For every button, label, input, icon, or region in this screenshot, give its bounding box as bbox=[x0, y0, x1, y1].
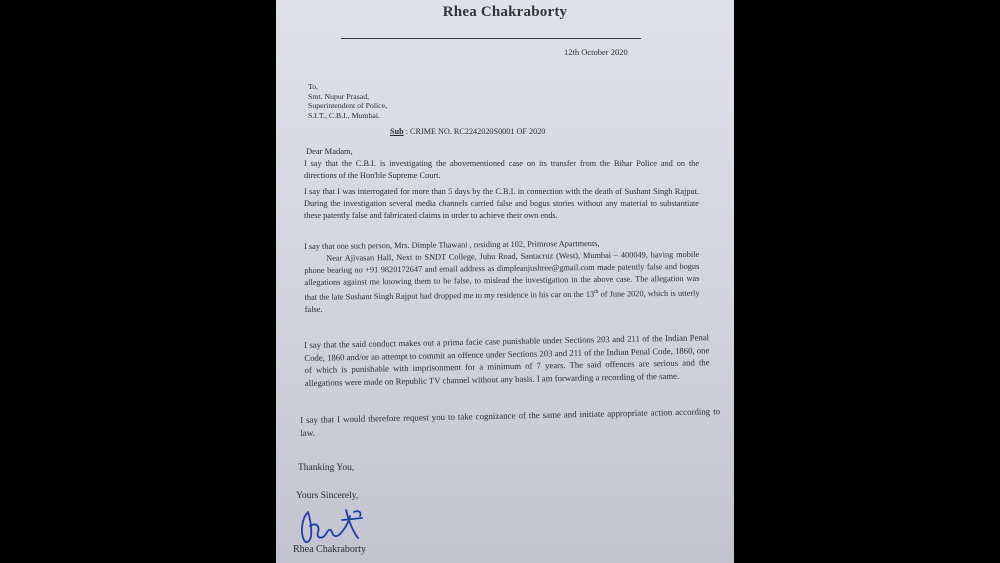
recipient-address bbox=[308, 82, 387, 120]
paragraph-3-allegation: made patently false and bogus allegations against me knowing them to be false, to mislead the investigation in the above case. The allegation was that the late Sushant Singh Rajput had dropped me to my residence in his car on the 13 bbox=[304, 261, 700, 302]
paragraph-3-intro: I say that one such person, Mrs. Dimple Thawani , residing at 102, Primrose Apartments, bbox=[304, 238, 600, 251]
subject-label: Sub bbox=[390, 127, 404, 136]
salutation: Dear Madam, bbox=[306, 146, 353, 156]
recipient-line: Smt. Nupur Prasad, bbox=[308, 91, 370, 101]
paragraph-3-address: Near Ajivasan Hall, Next to SNDT College, Juhu Road, Santacruz (West), Mumbai – 400049, having mobile phone bearing no +91 9820172647 and email address as bbox=[304, 249, 700, 275]
recipient-line: S.I.T., C.B.I., Mumbai. bbox=[308, 110, 380, 120]
letter-date: 12th October 2020 bbox=[564, 47, 628, 57]
paragraph-5: I say that I would therefore request you to take cognizance of the same and initiate appropriate action according to law. bbox=[300, 406, 721, 438]
paragraph-2: I say that I was interrogated for more than 5 days by the C.B.I. in connection with the death of Sushant Singh Rajput. During the investigation several media channels carried false and bogus stories without any material to substantiate these patently false and fabricated claims in order to achieve their own ends. bbox=[304, 187, 699, 220]
paragraph-4: I say that the said conduct makes out a prima facie case punishable under Sections 203 and 211 of the Indian Penal Code, 1860 and/or an attempt to commit an offence under Sections 203 and 211 of the Indian Penal Code, 1860, one of which is punishable with imprisonment for a minimum of 7 years. The said offences are serious and the allegations were made on Republic TV channel without any basis. I am forwarding a recording of the same. bbox=[304, 332, 710, 388]
signer-name: Rhea Chakraborty bbox=[293, 544, 367, 555]
letter-page bbox=[276, 0, 734, 563]
letterhead-divider bbox=[341, 38, 641, 39]
recipient-line: Superintendent of Police, bbox=[308, 101, 388, 110]
paragraph-1: I say that the C.B.I. is investigating the abovementioned case on its transfer from the Bihar Police and on the directions of the Hon'ble Supreme Court. bbox=[304, 159, 699, 180]
date-superscript: th bbox=[594, 288, 599, 295]
subject-text: : CRIME NO. RC2242020S0001 OF 2020 bbox=[405, 127, 546, 136]
letterhead-name: Rhea Chakraborty bbox=[442, 4, 568, 20]
paragraph-3-end: of June 2020, which is utterly false. bbox=[304, 288, 700, 314]
paragraph-3 bbox=[304, 237, 700, 316]
subject-line bbox=[390, 127, 545, 136]
email-address: dimpleanjushree@gmail.com bbox=[496, 262, 595, 273]
handwritten-signature bbox=[296, 504, 371, 549]
thanks-line: Thanking You, bbox=[298, 463, 355, 473]
recipient-line: To, bbox=[308, 82, 319, 91]
closing-line: Yours Sincerely, bbox=[296, 491, 359, 501]
